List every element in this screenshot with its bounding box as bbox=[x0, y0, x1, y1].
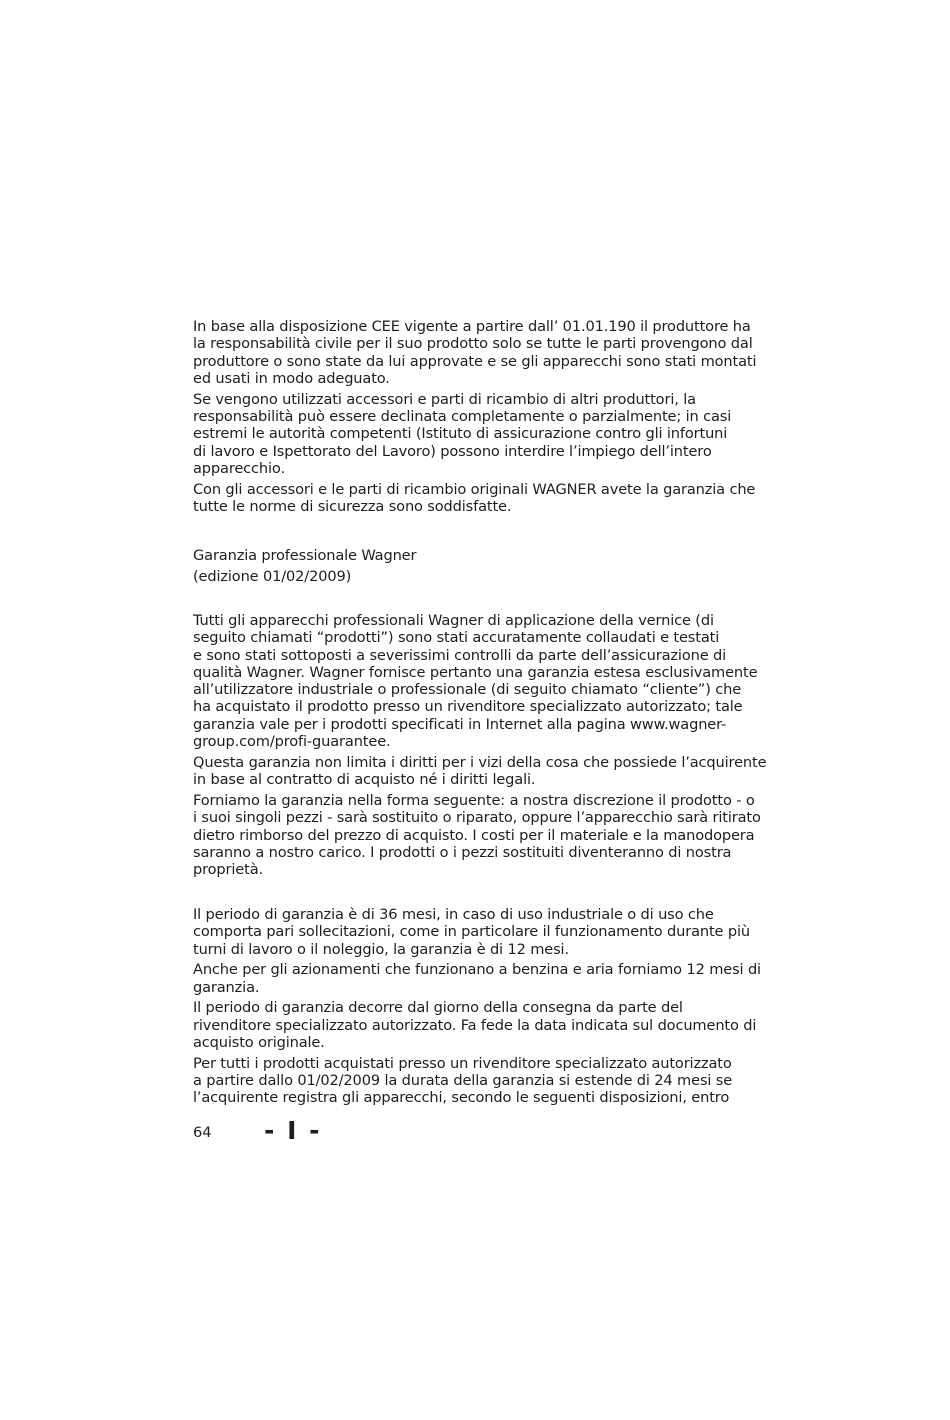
text-line: ha acquistato il prodotto presso un rivenditore specializzato autorizzato; tale bbox=[193, 698, 743, 716]
liability-section bbox=[193, 318, 761, 515]
language-marker: - I - bbox=[264, 1116, 322, 1145]
text-line: seguito chiamati “prodotti”) sono stati accuratamente collaudati e testati bbox=[193, 629, 720, 647]
text-line: all’utilizzatore industriale o professionale (di seguito chiamato “cliente”) che bbox=[193, 681, 742, 699]
text-line: qualità Wagner. Wagner fornisce pertanto una garanzia estesa esclusivamente bbox=[193, 663, 758, 681]
text-line: Forniamo la garanzia nella forma seguente: a nostra discrezione il prodotto - o bbox=[193, 791, 755, 809]
text-line: produttore o sono state da lui approvate e se gli apparecchi sono stati montati bbox=[193, 352, 757, 370]
paragraph bbox=[193, 792, 761, 878]
warranty-period-section bbox=[193, 906, 761, 1107]
text-line: la responsabilità civile per il suo prodotto solo se tutte le parti provengono dal bbox=[193, 335, 753, 353]
text-line: group.com/profi-guarantee. bbox=[193, 733, 391, 751]
text-line: turni di lavoro o il noleggio, la garanzia è di 12 mesi. bbox=[193, 940, 569, 958]
text-line: Questa garanzia non limita i diritti per i vizi della cosa che possiede l’acquirente bbox=[193, 753, 767, 771]
text-line: saranno a nostro carico. I prodotti o i pezzi sostituiti diventeranno di nostra bbox=[193, 843, 732, 861]
text-line: garanzia vale per i prodotti specificati in Internet alla pagina www.wagner- bbox=[193, 715, 727, 733]
text-line: Il periodo di garanzia decorre dal giorno della consegna da parte del bbox=[193, 999, 683, 1017]
paragraph bbox=[193, 999, 761, 1051]
warranty-heading bbox=[193, 545, 761, 587]
text-line: tutte le norme di sicurezza sono soddisfatte. bbox=[193, 497, 512, 515]
paragraph bbox=[193, 612, 761, 750]
text-line: garanzia. bbox=[193, 978, 260, 996]
paragraph bbox=[193, 1055, 761, 1107]
text-line: dietro rimborso del prezzo di acquisto. I costi per il materiale e la manodopera bbox=[193, 826, 755, 844]
page-number: 64 bbox=[193, 1124, 212, 1141]
text-line: rivenditore specializzato autorizzato. Fa fede la data indicata sul documento di bbox=[193, 1016, 757, 1034]
warranty-edition: (edizione 01/02/2009) bbox=[193, 568, 352, 585]
text-line: i suoi singoli pezzi - sarà sostituito o riparato, oppure l’apparecchio sarà ritirato bbox=[193, 809, 761, 827]
text-line: ed usati in modo adeguato. bbox=[193, 369, 390, 387]
text-line: responsabilità può essere declinata completamente o parzialmente; in casi bbox=[193, 407, 732, 425]
text-line: e sono stati sottoposti a severissimi controlli da parte dell’assicurazione di bbox=[193, 646, 727, 664]
text-line: in base al contratto di acquisto né i diritti legali. bbox=[193, 771, 536, 789]
paragraph bbox=[193, 753, 767, 789]
text-line: di lavoro e Ispettorato del Lavoro) possono interdire l’impiego dell’intero bbox=[193, 442, 712, 460]
text-line: Il periodo di garanzia è di 36 mesi, in caso di uso industriale o di uso che bbox=[193, 906, 714, 923]
text-line: Con gli accessori e le parti di ricambio originali WAGNER avete la garanzia che bbox=[193, 480, 756, 498]
paragraph bbox=[193, 961, 761, 996]
text-line: estremi le autorità competenti (Istituto di assicurazione contro gli infortuni bbox=[193, 425, 728, 443]
paragraph bbox=[193, 318, 761, 387]
text-line: Se vengono utilizzati accessori e parti di ricambio di altri produttori, la bbox=[193, 390, 696, 408]
text-line: In base alla disposizione CEE vigente a partire dall’ 01.01.190 il produttore ha bbox=[193, 318, 751, 335]
paragraph bbox=[193, 906, 761, 958]
text-line: Tutti gli apparecchi professionali Wagner di applicazione della vernice (di bbox=[193, 612, 714, 629]
text-line: a partire dallo 01/02/2009 la durata della garanzia si estende di 24 mesi se bbox=[193, 1072, 733, 1090]
text-line: proprietà. bbox=[193, 861, 263, 879]
text-line: comporta pari sollecitazioni, come in particolare il funzionamento durante più bbox=[193, 923, 750, 941]
text-line: acquisto originale. bbox=[193, 1034, 325, 1052]
text-line: apparecchio. bbox=[193, 459, 285, 477]
text-line: Per tutti i prodotti acquistati presso un rivenditore specializzato autorizzato bbox=[193, 1054, 732, 1072]
paragraph bbox=[193, 481, 761, 516]
warranty-scope-section bbox=[193, 612, 767, 879]
text-line: l’acquirente registra gli apparecchi, secondo le seguenti disposizioni, entro bbox=[193, 1089, 730, 1107]
warranty-title: Garanzia professionale Wagner bbox=[193, 547, 417, 564]
paragraph bbox=[193, 391, 761, 477]
text-line: Anche per gli azionamenti che funzionano a benzina e aria forniamo 12 mesi di bbox=[193, 961, 761, 979]
